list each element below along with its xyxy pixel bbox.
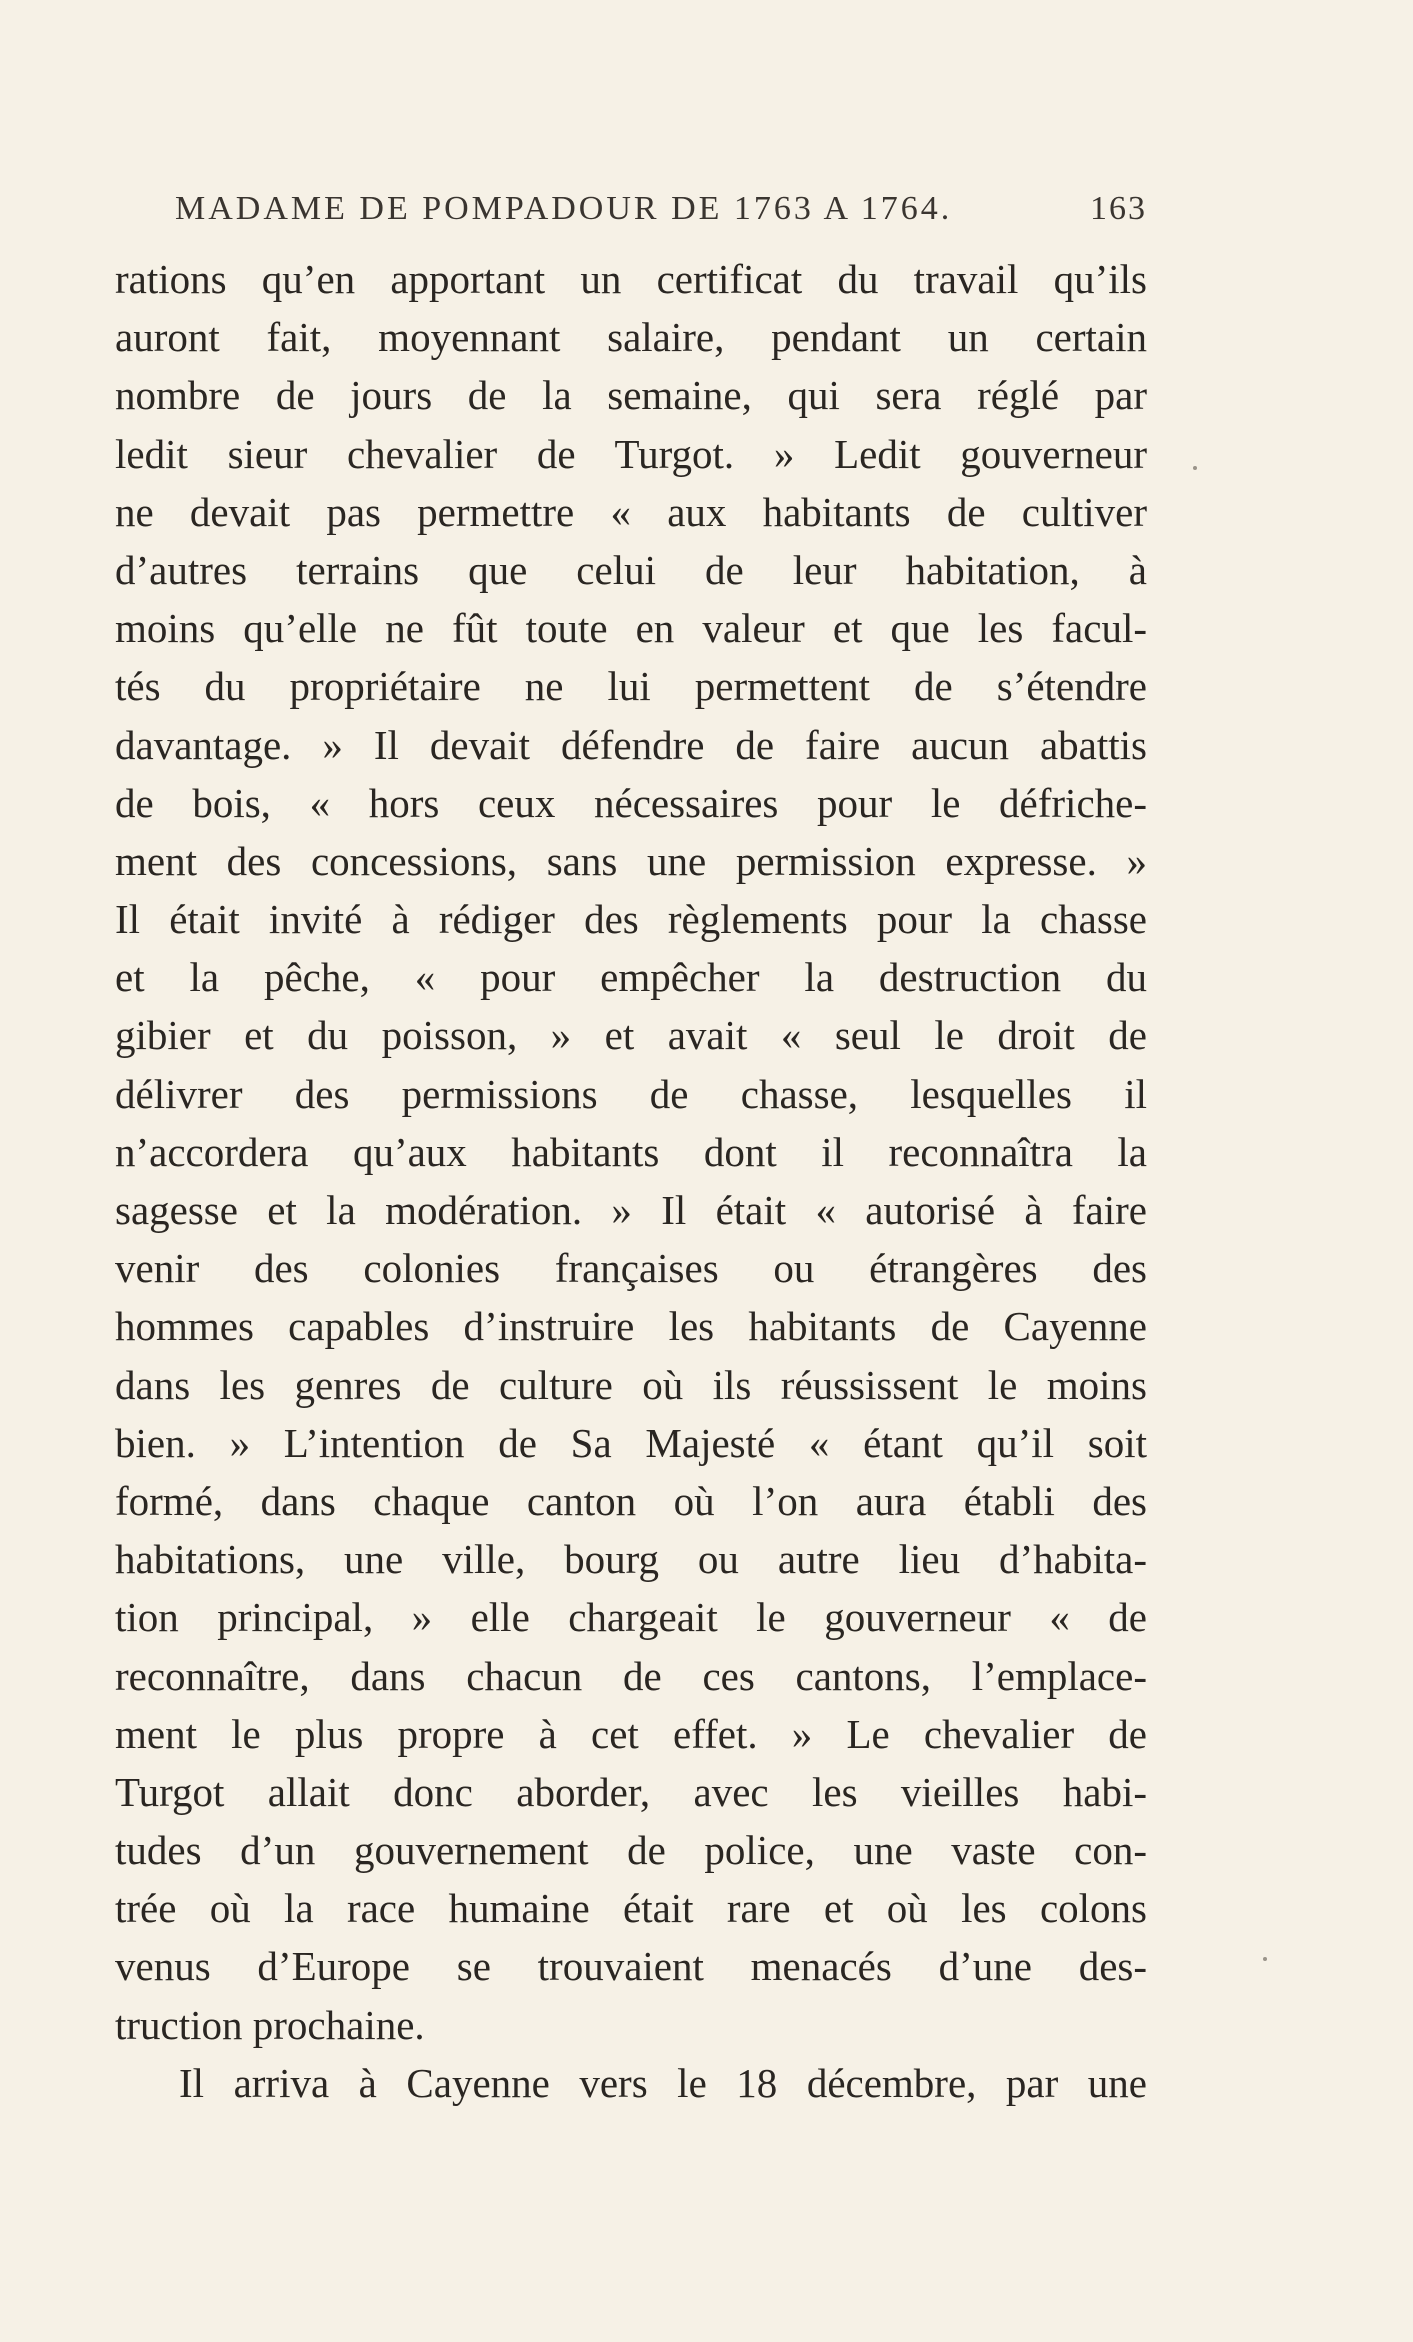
text-line: Turgot allait donc aborder, avec les vieilles habi- [115,1768,1147,1815]
text-line: tudes d’un gouvernement de police, une vaste con- [115,1827,1147,1874]
text-line: rations qu’en apportant un certificat du travail qu’ils [115,256,1147,302]
text-line: auront fait, moyennant salaire, pendant un certain [115,314,1147,361]
text-line: moins qu’elle ne fût toute en valeur et que les facul- [115,605,1147,652]
text-line: d’autres terrains que celui de leur habitation, à [115,546,1147,593]
text-line: tion principal, » elle chargeait le gouverneur « de [115,1594,1147,1641]
paragraph-2 [115,2054,1147,2112]
text-line: ment des concessions, sans une permission expresse. » [115,837,1147,884]
text-line: Il arriva à Cayenne vers le 18 décembre, par une [179,2059,1147,2106]
text-line: ledit sieur chevalier de Turgot. » Ledit gouverneur [115,430,1147,477]
text-line: tés du propriétaire ne lui permettent de s’étendre [115,663,1147,710]
body-text [115,250,1147,2112]
paper-speck [1193,466,1197,470]
page-number: 163 [1090,190,1147,227]
text-line: trée où la race humaine était rare et où les colons [115,1885,1147,1932]
text-line: n’accordera qu’aux habitants dont il reconnaîtra la [115,1128,1147,1175]
text-line: sagesse et la modération. » Il était « autorisé à faire [115,1187,1147,1233]
paragraph-1 [115,250,1147,2054]
text-line: venir des colonies françaises ou étrangères des [115,1245,1147,1292]
text-line: ne devait pas permettre « aux habitants de cultiver [115,488,1147,535]
text-line: délivrer des permissions de chasse, lesquelles il [115,1070,1147,1117]
text-line: truction prochaine. [115,2001,425,2048]
text-line: ment le plus propre à cet effet. » Le chevalier de [115,1710,1147,1757]
text-line: reconnaître, dans chacun de ces cantons, l’emplace- [115,1652,1147,1699]
running-head-title: MADAME DE POMPADOUR DE 1763 A 1764. [175,190,953,227]
paper-speck [1263,1957,1267,1961]
text-line: Il était invité à rédiger des règlements pour la chasse [115,896,1147,943]
text-line: habitations, une ville, bourg ou autre lieu d’habita- [115,1536,1147,1583]
text-line: nombre de jours de la semaine, qui sera réglé par [115,372,1147,419]
text-line: dans les genres de culture où ils réussissent le moins [115,1361,1147,1408]
text-line: hommes capables d’instruire les habitants de Cayenne [115,1303,1147,1350]
text-line: de bois, « hors ceux nécessaires pour le défriche- [115,779,1147,826]
text-line: bien. » L’intention de Sa Majesté « étant qu’il soit [115,1419,1147,1466]
text-line: davantage. » Il devait défendre de faire aucun abattis [115,721,1147,768]
text-line: gibier et du poisson, » et avait « seul le droit de [115,1012,1147,1059]
running-head [175,190,1147,240]
text-line: formé, dans chaque canton où l’on aura établi des [115,1477,1147,1524]
text-line: et la pêche, « pour empêcher la destruction du [115,954,1147,1001]
text-line: venus d’Europe se trouvaient menacés d’une des- [115,1943,1147,1990]
